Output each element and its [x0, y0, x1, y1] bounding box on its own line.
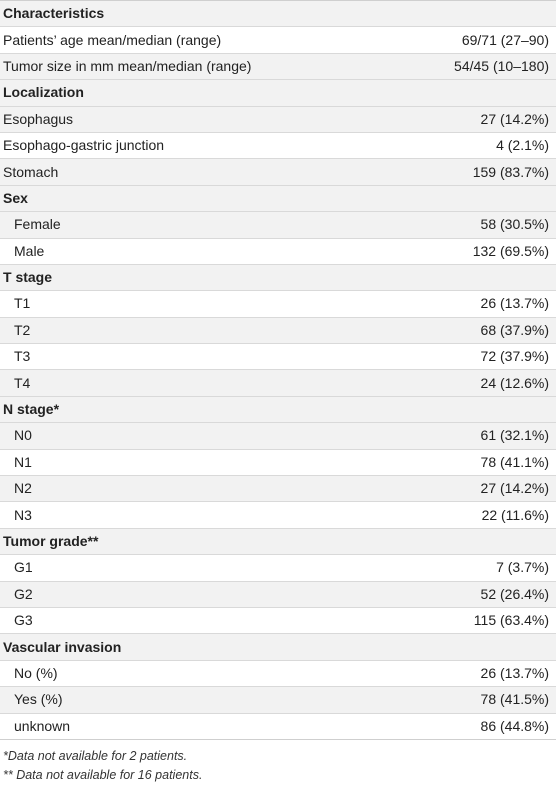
- section-title: Tumor grade**: [0, 528, 556, 554]
- table-row: [0, 291, 556, 317]
- section-header-localization: [0, 80, 556, 106]
- row-value: 4 (2.1%): [370, 132, 556, 158]
- table-row: [0, 449, 556, 475]
- table-row: [0, 713, 556, 739]
- row-label: N1: [0, 449, 370, 475]
- row-label: T1: [0, 291, 370, 317]
- row-label: Tumor size in mm mean/median (range): [0, 53, 370, 79]
- section-title: Localization: [0, 80, 556, 106]
- row-label: T3: [0, 344, 370, 370]
- table-row: [0, 317, 556, 343]
- table-row: [0, 106, 556, 132]
- row-label: Esophago-gastric junction: [0, 132, 370, 158]
- row-label: Patients’ age mean/median (range): [0, 27, 370, 53]
- row-label: No (%): [0, 660, 370, 686]
- row-value: 22 (11.6%): [370, 502, 556, 528]
- footnote-tumor-grade: ** Data not available for 16 patients.: [3, 767, 203, 782]
- row-label: N2: [0, 476, 370, 502]
- row-value: 78 (41.5%): [370, 687, 556, 713]
- table-row-tumor-size: [0, 53, 556, 79]
- row-label: Female: [0, 212, 370, 238]
- row-value: 26 (13.7%): [370, 291, 556, 317]
- section-title: Vascular invasion: [0, 634, 556, 660]
- table-row: [0, 370, 556, 396]
- row-value: 78 (41.1%): [370, 449, 556, 475]
- row-label: G2: [0, 581, 370, 607]
- section-header-vascular-invasion: [0, 634, 556, 660]
- row-value: 27 (14.2%): [370, 476, 556, 502]
- table-row-age: [0, 27, 556, 53]
- row-value: 132 (69.5%): [370, 238, 556, 264]
- row-value: 54/45 (10–180): [370, 53, 556, 79]
- row-value: 86 (44.8%): [370, 713, 556, 739]
- row-value: 24 (12.6%): [370, 370, 556, 396]
- table-row: [0, 607, 556, 633]
- footnote-n-stage: *Data not available for 2 patients.: [3, 748, 188, 763]
- table-row: [0, 238, 556, 264]
- row-label: T4: [0, 370, 370, 396]
- section-title: Sex: [0, 185, 556, 211]
- row-label: G3: [0, 607, 370, 633]
- row-value: 52 (26.4%): [370, 581, 556, 607]
- row-label: T2: [0, 317, 370, 343]
- table-footnotes: [0, 740, 556, 785]
- table-row: [0, 687, 556, 713]
- row-label: Esophagus: [0, 106, 370, 132]
- table-row: [0, 344, 556, 370]
- table-row: [0, 212, 556, 238]
- table-header: Characteristics: [0, 1, 556, 27]
- section-header-t-stage: [0, 264, 556, 290]
- row-value: 27 (14.2%): [370, 106, 556, 132]
- row-value: 72 (37.9%): [370, 344, 556, 370]
- row-value: 61 (32.1%): [370, 423, 556, 449]
- row-label: Yes (%): [0, 687, 370, 713]
- row-label: Male: [0, 238, 370, 264]
- row-value: 58 (30.5%): [370, 212, 556, 238]
- row-label: G1: [0, 555, 370, 581]
- section-header-tumor-grade: [0, 528, 556, 554]
- table-row: [0, 555, 556, 581]
- table-row: [0, 423, 556, 449]
- table-row: [0, 159, 556, 185]
- row-value: 68 (37.9%): [370, 317, 556, 343]
- row-label: Stomach: [0, 159, 370, 185]
- row-label: N3: [0, 502, 370, 528]
- table-row: [0, 502, 556, 528]
- row-value: 26 (13.7%): [370, 660, 556, 686]
- table-header-row: [0, 1, 556, 27]
- section-header-sex: [0, 185, 556, 211]
- section-header-n-stage: [0, 396, 556, 422]
- section-title: T stage: [0, 264, 556, 290]
- table-row: [0, 581, 556, 607]
- table-row: [0, 476, 556, 502]
- table-row: [0, 132, 556, 158]
- row-value: 159 (83.7%): [370, 159, 556, 185]
- row-label: N0: [0, 423, 370, 449]
- row-value: 69/71 (27–90): [370, 27, 556, 53]
- table-row: [0, 660, 556, 686]
- row-value: 7 (3.7%): [370, 555, 556, 581]
- row-value: 115 (63.4%): [370, 607, 556, 633]
- section-title: N stage*: [0, 396, 556, 422]
- row-label: unknown: [0, 713, 370, 739]
